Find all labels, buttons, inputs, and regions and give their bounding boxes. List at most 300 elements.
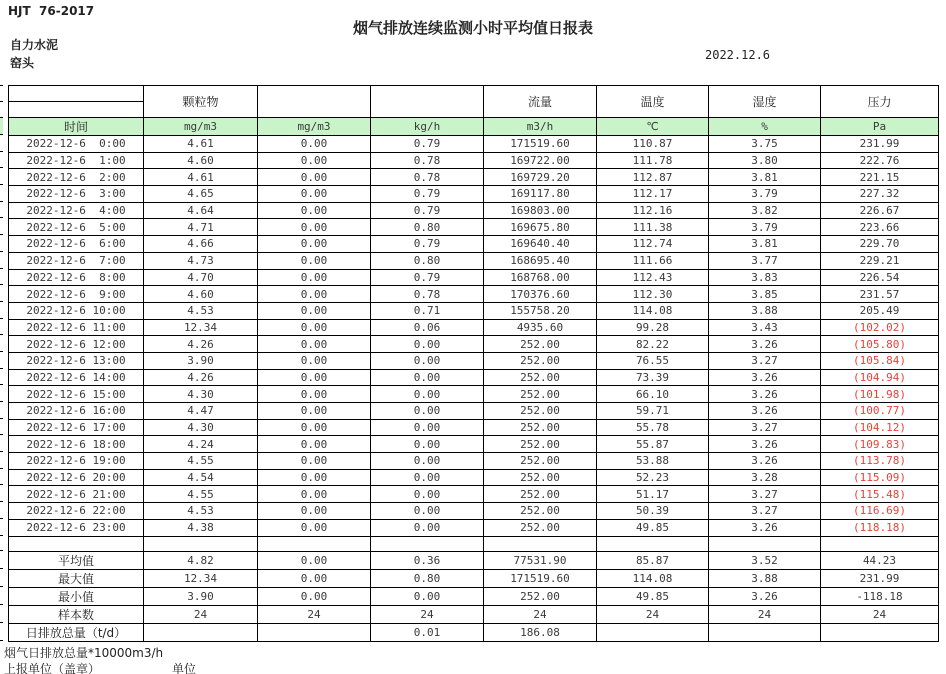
value-cell: 252.00	[484, 403, 597, 420]
summary-value-cell: 0.00	[258, 569, 371, 587]
edge-cell	[0, 86, 3, 102]
value-cell: 252.00	[484, 336, 597, 353]
value-cell: 99.28	[597, 319, 709, 336]
value-cell: 0.00	[258, 186, 371, 203]
blank-cell	[821, 536, 939, 551]
summary-label-cell: 平均值	[9, 551, 144, 569]
time-cell: 2022-12-6 1:00	[9, 152, 144, 169]
value-cell: 114.08	[597, 302, 709, 319]
value-cell: 76.55	[597, 352, 709, 369]
edge-row	[0, 102, 3, 118]
value-cell: 3.26	[709, 436, 821, 453]
time-cell: 2022-12-6 6:00	[9, 236, 144, 253]
value-cell: 50.39	[597, 503, 709, 520]
value-cell: 252.00	[484, 469, 597, 486]
value-cell: 4.26	[144, 369, 258, 386]
value-cell: 0.00	[258, 319, 371, 336]
value-cell: 0.00	[258, 252, 371, 269]
table-row	[9, 286, 939, 303]
value-cell: 55.78	[597, 419, 709, 436]
edge-row	[0, 168, 3, 185]
value-cell: 0.00	[371, 419, 484, 436]
value-cell: 0.00	[371, 453, 484, 470]
value-cell: 3.81	[709, 236, 821, 253]
value-cell: 0.00	[258, 419, 371, 436]
edge-cell	[0, 318, 3, 335]
unit-header-row	[9, 118, 939, 136]
value-cell: 112.74	[597, 236, 709, 253]
edge-row	[0, 452, 3, 469]
time-cell: 2022-12-6 10:00	[9, 302, 144, 319]
summary-value-cell: 0.80	[371, 569, 484, 587]
table-row	[9, 152, 939, 169]
edge-row	[0, 268, 3, 285]
value-cell: (104.94)	[821, 369, 939, 386]
table-row	[9, 136, 939, 153]
edge-cell	[0, 485, 3, 502]
value-cell: 252.00	[484, 419, 597, 436]
summary-value-cell: 252.00	[484, 587, 597, 605]
value-cell: 169640.40	[484, 236, 597, 253]
summary-value-cell: 24	[484, 605, 597, 623]
value-cell: 0.78	[371, 152, 484, 169]
table-row	[9, 302, 939, 319]
summary-value-cell: 85.87	[597, 551, 709, 569]
value-cell: 0.00	[258, 136, 371, 153]
edge-row	[0, 604, 3, 622]
table-row	[9, 269, 939, 286]
value-cell: 0.80	[371, 219, 484, 236]
time-header-top-cell	[9, 86, 144, 102]
footer-total-note: 烟气日排放总量*10000m3/h	[4, 646, 164, 660]
summary-label-cell: 样本数	[9, 605, 144, 623]
value-cell: 0.00	[371, 386, 484, 403]
summary-value-cell	[144, 623, 258, 641]
value-cell: 0.00	[258, 352, 371, 369]
edge-cell	[0, 535, 3, 550]
value-cell: 3.26	[709, 386, 821, 403]
summary-value-cell: 77531.90	[484, 551, 597, 569]
value-cell: 0.00	[258, 219, 371, 236]
value-cell: 0.00	[371, 469, 484, 486]
value-cell: 168768.00	[484, 269, 597, 286]
time-cell: 2022-12-6 11:00	[9, 319, 144, 336]
value-cell: 111.38	[597, 219, 709, 236]
value-cell: 0.79	[371, 202, 484, 219]
value-cell: 0.00	[258, 469, 371, 486]
value-cell: 4.53	[144, 302, 258, 319]
time-cell: 2022-12-6 20:00	[9, 469, 144, 486]
value-cell: 4.54	[144, 469, 258, 486]
time-cell: 2022-12-6 21:00	[9, 486, 144, 503]
edge-row	[0, 185, 3, 202]
value-cell: 0.80	[371, 252, 484, 269]
edge-cell	[0, 218, 3, 235]
value-cell: 3.43	[709, 319, 821, 336]
value-cell: 3.26	[709, 519, 821, 536]
value-cell: 252.00	[484, 386, 597, 403]
value-cell: 155758.20	[484, 302, 597, 319]
value-cell: 169803.00	[484, 202, 597, 219]
edge-row	[0, 518, 3, 535]
unit-header-m3h: m3/h	[484, 118, 597, 136]
edge-cell	[0, 452, 3, 469]
value-cell: 49.85	[597, 519, 709, 536]
value-cell: 0.00	[258, 519, 371, 536]
value-cell: 0.00	[258, 152, 371, 169]
col-header-blank-2	[371, 86, 484, 118]
table-row	[9, 202, 939, 219]
edge-row	[0, 135, 3, 152]
summary-value-cell: 24	[371, 605, 484, 623]
value-cell: 4.30	[144, 419, 258, 436]
value-cell: 0.00	[258, 336, 371, 353]
summary-value-cell: 3.88	[709, 569, 821, 587]
edge-cell	[0, 118, 3, 135]
time-cell: 2022-12-6 3:00	[9, 186, 144, 203]
value-cell: 0.00	[258, 436, 371, 453]
summary-row	[9, 551, 939, 569]
value-cell: 3.81	[709, 169, 821, 186]
value-cell: 4.38	[144, 519, 258, 536]
summary-value-cell: 0.00	[258, 551, 371, 569]
edge-row	[0, 385, 3, 402]
value-cell: 0.79	[371, 136, 484, 153]
edge-cell	[0, 335, 3, 352]
value-cell: 0.00	[371, 403, 484, 420]
blank-cell	[371, 536, 484, 551]
value-cell: 0.00	[258, 503, 371, 520]
value-cell: 3.90	[144, 352, 258, 369]
cropped-left-column	[0, 85, 3, 641]
unit-header-mgm3-1: mg/m3	[144, 118, 258, 136]
col-header-flow: 流量	[484, 86, 597, 118]
time-cell: 2022-12-6 23:00	[9, 519, 144, 536]
edge-row	[0, 402, 3, 419]
value-cell: 0.00	[258, 369, 371, 386]
edge-cell	[0, 568, 3, 586]
time-cell: 2022-12-6 7:00	[9, 252, 144, 269]
value-cell: 226.54	[821, 269, 939, 286]
value-cell: 112.30	[597, 286, 709, 303]
edge-row	[0, 502, 3, 519]
time-cell: 2022-12-6 2:00	[9, 169, 144, 186]
value-cell: 4.70	[144, 269, 258, 286]
monitoring-point-name: 窑头	[10, 56, 35, 70]
value-cell: 227.32	[821, 186, 939, 203]
blank-cell	[258, 536, 371, 551]
value-cell: 4.73	[144, 252, 258, 269]
value-cell: 229.70	[821, 236, 939, 253]
value-cell: 252.00	[484, 369, 597, 386]
value-cell: 4.64	[144, 202, 258, 219]
time-cell: 2022-12-6 8:00	[9, 269, 144, 286]
blank-cell	[144, 536, 258, 551]
summary-row	[9, 605, 939, 623]
edge-row	[0, 335, 3, 352]
table-row	[9, 436, 939, 453]
unit-header-kgh: kg/h	[371, 118, 484, 136]
doc-standard-code: HJT 76-2017	[8, 4, 95, 18]
value-cell: 0.79	[371, 186, 484, 203]
table-row	[9, 519, 939, 536]
edge-cell	[0, 268, 3, 285]
table-row	[9, 453, 939, 470]
value-cell: 4.53	[144, 503, 258, 520]
summary-value-cell: 24	[144, 605, 258, 623]
edge-row	[0, 586, 3, 604]
value-cell: 52.23	[597, 469, 709, 486]
value-cell: 3.27	[709, 419, 821, 436]
edge-row	[0, 468, 3, 485]
value-cell: 3.80	[709, 152, 821, 169]
time-cell: 2022-12-6 12:00	[9, 336, 144, 353]
value-cell: 55.87	[597, 436, 709, 453]
value-cell: 3.26	[709, 336, 821, 353]
value-cell: (104.12)	[821, 419, 939, 436]
time-cell: 2022-12-6 17:00	[9, 419, 144, 436]
edge-cell	[0, 368, 3, 385]
footer-unit-label: 单位	[172, 662, 197, 674]
value-cell: 0.79	[371, 269, 484, 286]
value-cell: 0.00	[371, 369, 484, 386]
time-header-bottom-cell	[9, 102, 144, 118]
time-cell: 2022-12-6 13:00	[9, 352, 144, 369]
value-cell: 12.34	[144, 319, 258, 336]
value-cell: 111.66	[597, 252, 709, 269]
summary-value-cell: 0.00	[371, 587, 484, 605]
summary-value-cell	[709, 623, 821, 641]
unit-header-time: 时间	[9, 118, 144, 136]
value-cell: 111.78	[597, 152, 709, 169]
value-cell: 0.00	[371, 486, 484, 503]
value-cell: 4.47	[144, 403, 258, 420]
value-cell: (100.77)	[821, 403, 939, 420]
blank-cell	[9, 536, 144, 551]
value-cell: 3.28	[709, 469, 821, 486]
edge-row	[0, 550, 3, 568]
value-cell: 3.27	[709, 486, 821, 503]
value-cell: 231.57	[821, 286, 939, 303]
value-cell: 3.77	[709, 252, 821, 269]
group-header-row	[9, 86, 939, 102]
value-cell: 0.00	[371, 503, 484, 520]
value-cell: 4.61	[144, 136, 258, 153]
value-cell: 4.55	[144, 486, 258, 503]
summary-value-cell: 24	[821, 605, 939, 623]
summary-label-cell: 日排放总量（t/d）	[9, 623, 144, 641]
edge-cell	[0, 468, 3, 485]
table-row	[9, 469, 939, 486]
value-cell: 170376.60	[484, 286, 597, 303]
value-cell: 3.27	[709, 352, 821, 369]
edge-cell	[0, 550, 3, 568]
value-cell: 59.71	[597, 403, 709, 420]
value-cell: 51.17	[597, 486, 709, 503]
edge-cell	[0, 151, 3, 168]
value-cell: 169729.20	[484, 169, 597, 186]
value-cell: 3.85	[709, 286, 821, 303]
time-cell: 2022-12-6 22:00	[9, 503, 144, 520]
table-row	[9, 236, 939, 253]
value-cell: 0.00	[371, 336, 484, 353]
summary-value-cell: 171519.60	[484, 569, 597, 587]
value-cell: 3.26	[709, 403, 821, 420]
edge-cell	[0, 235, 3, 252]
value-cell: 169675.80	[484, 219, 597, 236]
value-cell: 0.00	[258, 453, 371, 470]
value-cell: 231.99	[821, 136, 939, 153]
value-cell: 3.26	[709, 369, 821, 386]
value-cell: (113.78)	[821, 453, 939, 470]
value-cell: 4.55	[144, 453, 258, 470]
edge-cell	[0, 102, 3, 118]
value-cell: 168695.40	[484, 252, 597, 269]
time-cell: 2022-12-6 16:00	[9, 403, 144, 420]
value-cell: 4.71	[144, 219, 258, 236]
value-cell: 0.00	[258, 302, 371, 319]
value-cell: 110.87	[597, 136, 709, 153]
summary-label-cell: 最大值	[9, 569, 144, 587]
value-cell: (109.83)	[821, 436, 939, 453]
value-cell: 82.22	[597, 336, 709, 353]
value-cell: 226.67	[821, 202, 939, 219]
value-cell: 0.00	[258, 286, 371, 303]
col-header-humidity: 湿度	[709, 86, 821, 118]
table-header	[9, 86, 939, 136]
value-cell: 112.17	[597, 186, 709, 203]
value-cell: 252.00	[484, 453, 597, 470]
summary-value-cell: 24	[258, 605, 371, 623]
edge-row	[0, 535, 3, 550]
summary-value-cell: 186.08	[484, 623, 597, 641]
blank-row	[9, 536, 939, 551]
value-cell: 0.78	[371, 286, 484, 303]
value-cell: 0.00	[258, 269, 371, 286]
value-cell: 0.71	[371, 302, 484, 319]
time-cell: 2022-12-6 4:00	[9, 202, 144, 219]
table-row	[9, 386, 939, 403]
value-cell: 0.00	[258, 202, 371, 219]
value-cell: 0.00	[371, 519, 484, 536]
table-row	[9, 352, 939, 369]
summary-value-cell: 0.01	[371, 623, 484, 641]
summary-value-cell: 3.90	[144, 587, 258, 605]
unit-header-pa: Pa	[821, 118, 939, 136]
blank-cell	[597, 536, 709, 551]
edge-row	[0, 435, 3, 452]
value-cell: 221.15	[821, 169, 939, 186]
value-cell: 229.21	[821, 252, 939, 269]
value-cell: 0.00	[258, 169, 371, 186]
col-header-pressure: 压力	[821, 86, 939, 118]
edge-cell	[0, 351, 3, 368]
value-cell: 0.00	[258, 403, 371, 420]
col-header-particulate: 颗粒物	[144, 86, 258, 118]
table-row	[9, 219, 939, 236]
edge-row	[0, 235, 3, 252]
edge-row	[0, 351, 3, 368]
time-cell: 2022-12-6 18:00	[9, 436, 144, 453]
value-cell: 0.00	[371, 352, 484, 369]
edge-row	[0, 86, 3, 102]
value-cell: 0.06	[371, 319, 484, 336]
value-cell: 66.10	[597, 386, 709, 403]
summary-row	[9, 587, 939, 605]
table-row	[9, 336, 939, 353]
value-cell: 4935.60	[484, 319, 597, 336]
summary-value-cell: 4.82	[144, 551, 258, 569]
value-cell: (105.84)	[821, 352, 939, 369]
value-cell: 3.79	[709, 219, 821, 236]
edge-row	[0, 301, 3, 318]
edge-cell	[0, 402, 3, 419]
table-body	[9, 136, 939, 642]
summary-value-cell: 49.85	[597, 587, 709, 605]
company-name: 自力水泥	[10, 38, 59, 52]
edge-cell	[0, 135, 3, 152]
value-cell: (116.69)	[821, 503, 939, 520]
value-cell: 252.00	[484, 486, 597, 503]
edge-cell	[0, 622, 3, 640]
value-cell: 0.78	[371, 169, 484, 186]
value-cell: 0.00	[258, 486, 371, 503]
monitoring-data-table	[8, 85, 939, 642]
unit-header-mgm3-2: mg/m3	[258, 118, 371, 136]
edge-row	[0, 285, 3, 302]
value-cell: 0.79	[371, 236, 484, 253]
edge-cell	[0, 185, 3, 202]
summary-value-cell: 44.23	[821, 551, 939, 569]
table-row	[9, 369, 939, 386]
value-cell: 3.79	[709, 186, 821, 203]
edge-cell	[0, 586, 3, 604]
summary-value-cell: 114.08	[597, 569, 709, 587]
value-cell: 4.30	[144, 386, 258, 403]
edge-row	[0, 318, 3, 335]
value-cell: (115.09)	[821, 469, 939, 486]
summary-value-cell: 3.26	[709, 587, 821, 605]
value-cell: 205.49	[821, 302, 939, 319]
edge-cell	[0, 418, 3, 435]
value-cell: 4.24	[144, 436, 258, 453]
time-cell: 2022-12-6 19:00	[9, 453, 144, 470]
edge-cell	[0, 201, 3, 218]
value-cell: 222.76	[821, 152, 939, 169]
summary-value-cell: 3.52	[709, 551, 821, 569]
value-cell: 0.00	[258, 236, 371, 253]
time-cell: 2022-12-6 9:00	[9, 286, 144, 303]
value-cell: 169722.00	[484, 152, 597, 169]
edge-row	[0, 622, 3, 640]
edge-cell	[0, 385, 3, 402]
value-cell: (118.18)	[821, 519, 939, 536]
edge-row	[0, 218, 3, 235]
value-cell: 223.66	[821, 219, 939, 236]
blank-cell	[709, 536, 821, 551]
summary-value-cell: 0.36	[371, 551, 484, 569]
summary-value-cell	[258, 623, 371, 641]
value-cell: 252.00	[484, 436, 597, 453]
value-cell: (102.02)	[821, 319, 939, 336]
summary-value-cell: -118.18	[821, 587, 939, 605]
table-row	[9, 186, 939, 203]
value-cell: 4.26	[144, 336, 258, 353]
value-cell: (115.48)	[821, 486, 939, 503]
edge-row	[0, 418, 3, 435]
summary-row	[9, 623, 939, 641]
value-cell: 112.43	[597, 269, 709, 286]
